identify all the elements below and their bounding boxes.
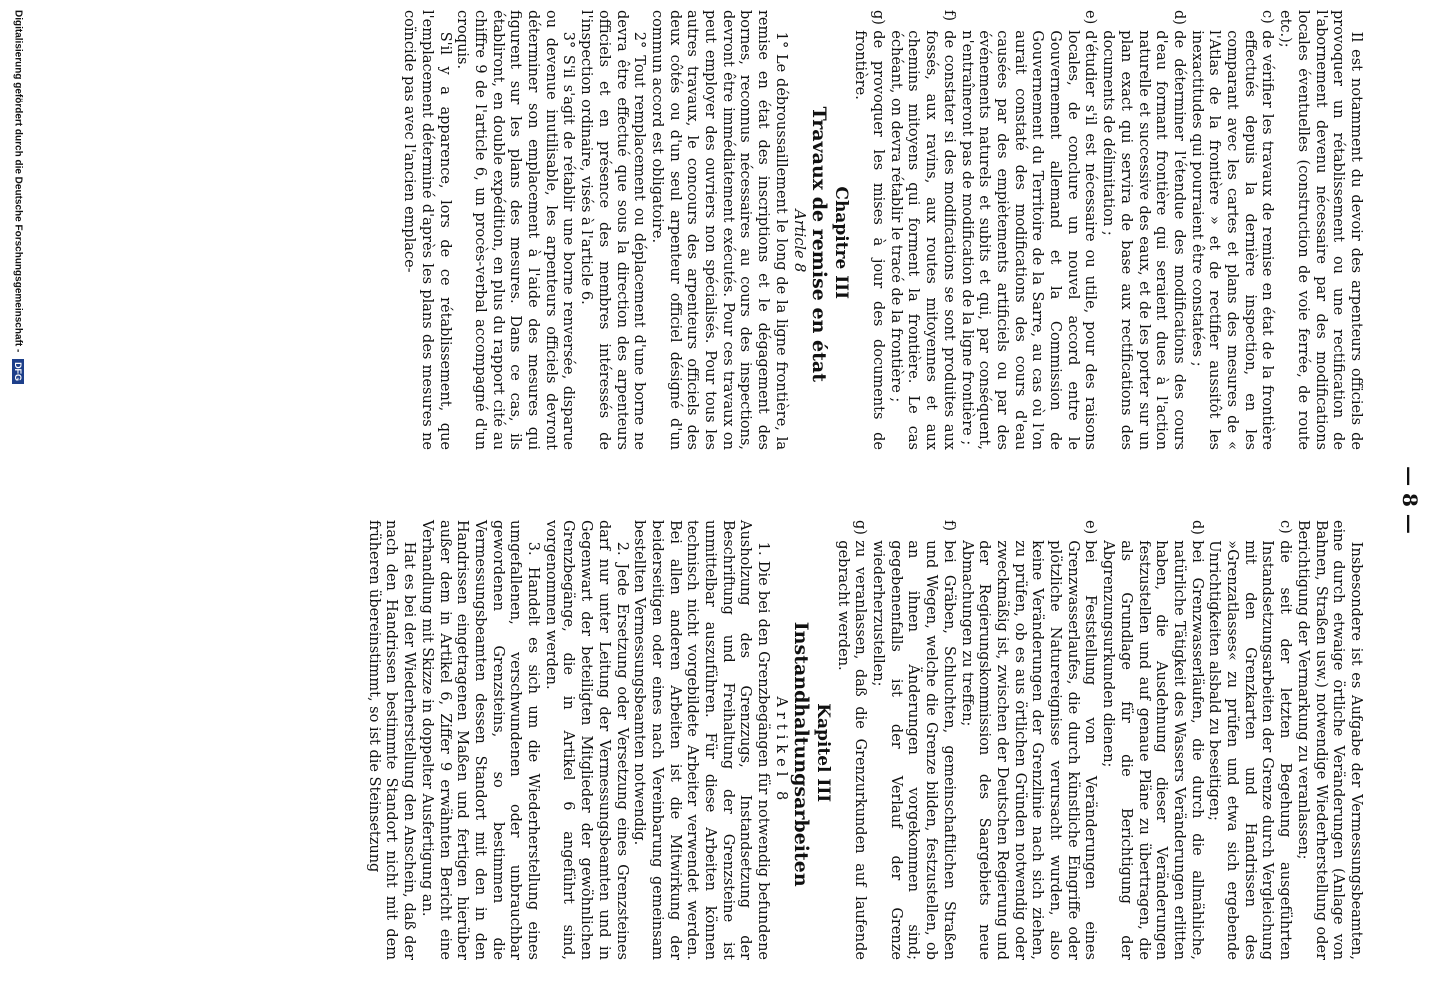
german-chapter-title: Instandhaltungsarbeiten — [789, 621, 812, 887]
french-article-heading: Article 8 — [790, 209, 807, 273]
french-item-f: f)de constater si des modifications se sont produites aux fossés, aux ravins, aux routes mitoyennes et aux chemins mitoyens qui forment la frontière. Le cas échéant, on devra rétablir le tracé de la frontière ; — [887, 10, 957, 450]
french-paragraph-3: 3° S'il s'agit de rétablir une borne renversée, disparue ou devenue inutilisable, les arpenteurs officiels devront déterminer son emplacement à l'aide des mesures qui figurent sur les plans des mesures. Dans ce cas, ils établiront, en double expédition, en plus du rapport cité au chiffre 9 de l'article 6, un procès-verbal accompagné d'un croquis. — [454, 10, 577, 450]
french-chapter-heading: Chapitre III — [830, 186, 851, 300]
page-number: — 8 — — [1398, 466, 1422, 534]
french-paragraph-1: 1° Le débroussaillement le long de la ligne frontière, la remise en état des inscriptions et le dégagement des bornes, reconnus nécessaires au cours des inspections, devront être immédiatement exécutés. Pour ces travaux on peut employer des ouvriers non spécialisés. Pour tous les autres travaux, le concours des arpenteurs officiels des deux côtés ou d'un seul arpenteur officiel désigné d'un commun accord est obligatoire. — [648, 10, 789, 450]
french-intro: Il est notamment du devoir des arpenteurs officiels de provoquer un rétablissement ou une rectification de l'abornement devenu nécessaire par des modifications locales éventuelles (construction de voie ferrée, de route etc.); — [1277, 10, 1364, 450]
german-item-f: f)bei Gräben, Schluchten, gemeinschaftlichen Straßen und Wegen, welche die Grenze bilden, festzustellen, ob an ihnen Änderungen vorgekommen sind; gegebenenfalls ist der Verlauf der Grenze wiederherzustellen; — [870, 520, 957, 960]
french-item-d: d)de déterminer l'étendue des modifications des cours d'eau formant frontière qui seraient dues à l'action naturelle et successive des eaux, et de les porter sur un plan exact qui servira de base aux rectifications des documents de délimitation ; — [1100, 10, 1187, 450]
french-item-c: c)de vérifier les travaux de remise en état de la frontière effectués depuis la dernière inspection, en les comparant avec les cartes et plans des mesures de « l'Atlas de la frontière » et de rectifier aussitôt les inexactitudes qui pourraient être constatées ; — [1188, 10, 1276, 450]
french-paragraph-2: 2° Tout remplacement ou déplacement d'une borne ne devra être effectué que sous la direction des arpenteurs officiels et en présence des membres intéressés de l'inspection ordinaire, visés à l'article 6. — [578, 10, 648, 450]
french-chapter-title: Travaux de remise en état — [807, 106, 830, 382]
french-item-g: g)de provoquer les mises à jour des documents de frontière. — [852, 10, 887, 450]
french-paragraph-4: S'il y a apparence, lors de ce rétablissement, que l'emplacement déterminé d'après les plans des mesures ne coïncide pas avec l'ancien emplace- — [401, 10, 453, 450]
german-item-d: d)bei Grenzwasserläufen, die durch die allmähliche, natürliche Tätigkeit des Wassers Veränderungen erlitten haben, die Ausdehnung dieser Veränderungen festzustellen und auf genaue Pläne zu übertragen, die als Grundlage für die Berichtigung der Abgrenzungsurkunden dienen; — [1100, 520, 1205, 960]
german-article-heading: Artikel 8 — [772, 696, 789, 806]
footer-text: Digitalisierung gefördert durch die Deutsche Forschungsgemeinschaft - — [12, 10, 24, 353]
german-chapter-heading: Kapitel III — [812, 703, 833, 803]
german-column — [364, 520, 1364, 960]
german-item-c: c)die seit der letzten Begehung ausgeführten Instandsetzungsarbeiten der Grenze durch Vergleichung mit den Grenzkarten und Handrissen des »Grenzatlasses« zu prüfen und etwa sich ergebende Unrichtigkeiten alsbald zu beseitigen; — [1206, 520, 1294, 960]
german-intro: Insbesondere ist es Aufgabe der Vermessungsbeamten, eine durch etwaige örtliche Veränderungen (Anlage von Bahnen, Straßen usw.) notwendige Wiederherstellung oder Berichtigung der Vermarkung zu veranlassen; — [1294, 520, 1364, 960]
german-paragraph-3: 3. Handelt es sich um die Wiederherstellung eines umgefallenen, verschwundenen oder unbrauchbar gewordenen Grenzsteins, so bestimmen die Vermessungsbeamten dessen Standort mit den in den Handrissen eingetragenen Maßen und fertigen hierüber außer dem in Artikel 6, Ziffer 9 erwähnten Bericht eine Verhandlung mit Skizze in doppelter Ausfertigung an. — [418, 520, 542, 960]
german-item-e: e)bei Feststellung von Veränderungen eines Grenzwasserlaufes, die durch künstliche Eingriffe oder plötzliche Naturereignisse verursacht wurden, also keine Veränderungen der Grenzlinie nach sich ziehen, zu prüfen, ob es aus örtlichen Gründen notwendig oder zweckmäßig ist, zwischen der Deutschen Regierung und der Regierungskommission des Saargebiets neue Abmachungen zu treffen; — [958, 520, 1099, 960]
german-paragraph-2: 2. Jede Ersetzung oder Versetzung eines Grenzsteines darf nur unter Leitung der Vermessungsbeamten und in Gegenwart der beteiligten Mitglieder der gewöhnlichen Grenzbegänge, die in Artikel 6 angeführt sind, vorgenommen werden. — [542, 520, 630, 960]
digitization-footer — [12, 10, 24, 1000]
french-item-e: e)d'étudier s'il est nécessaire ou utile, pour des raisons locales, de conclure un nouvel accord entre le Gouvernement allemand et la Commission de Gouvernement du Territoire de la Sarre, au cas où l'on aurait constaté des modifications des cours d'eau causées par des empiètements artificiels ou par des événements naturels et subits et qui, par conséquent, n'entraîneront pas de modification de la ligne frontière ; — [958, 10, 1099, 450]
german-paragraph-1: 1. Die bei den Grenzbegängen für notwendig befundene Ausholzung des Grenzzugs, Instandsetzung der Beschriftung und Freihaltung der Grenzsteine ist unmittelbar auszuführen. Für diese Arbeiten können technisch nicht vorgebildete Arbeiter verwendet werden. Bei allen anderen Arbeiten ist die Mitwirkung der beiderseitigen oder eines nach Vereinbarung gemeinsam bestellten Vermessungsbeamten notwendig. — [631, 520, 772, 960]
german-item-g: g)zu veranlassen, daß die Grenzurkunden auf laufende gebracht werden. — [834, 520, 869, 960]
french-column — [399, 10, 1364, 450]
german-paragraph-4: Hat es bei der Wiederherstellung den Anschein, daß der nach den Handrissen bestimmte Standort nicht mit dem früheren übereinstimmt, so ist die Steinsetzung — [365, 520, 418, 960]
dfg-logo-icon: DFG — [12, 359, 24, 384]
